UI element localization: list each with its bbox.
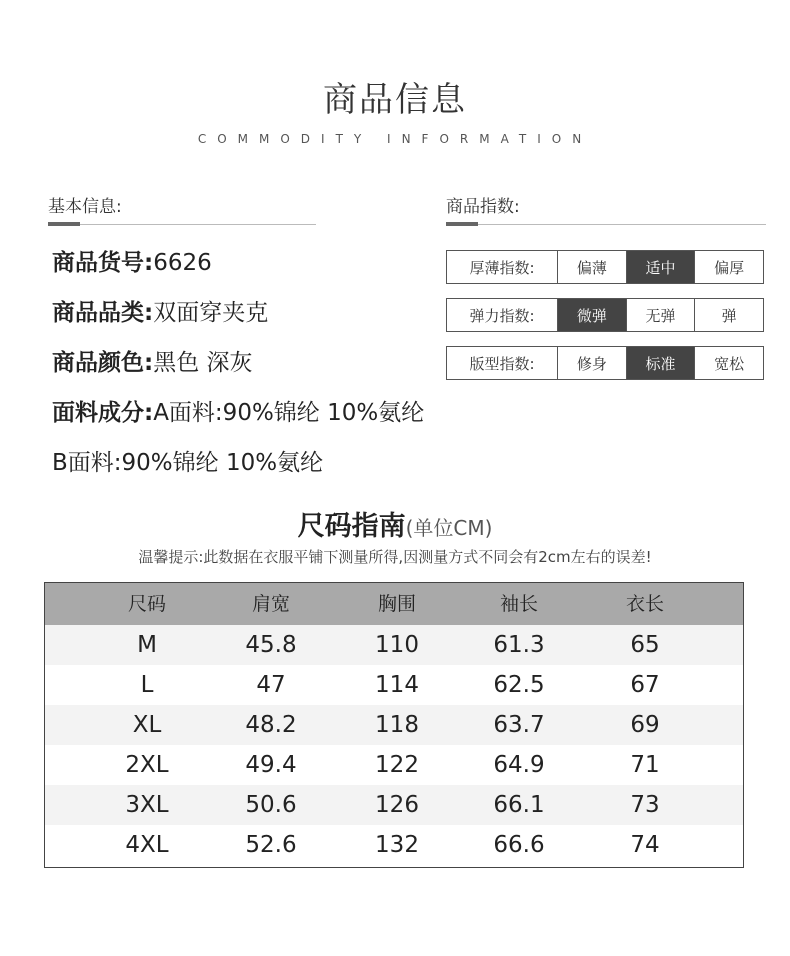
cell-sleeve: 63.7 bbox=[493, 712, 545, 738]
cell-size: 2XL bbox=[125, 752, 169, 778]
cell-sleeve: 61.3 bbox=[493, 632, 545, 658]
cell-chest: 118 bbox=[375, 712, 419, 738]
size-guide-unit: (单位CM) bbox=[405, 516, 493, 540]
cell-sleeve: 64.9 bbox=[493, 752, 545, 778]
table-row bbox=[45, 665, 743, 705]
field-color bbox=[52, 344, 253, 377]
cell-sleeve: 62.5 bbox=[493, 672, 545, 698]
header-length: 衣长 bbox=[625, 593, 664, 615]
index-row-label: 版型指数: bbox=[447, 347, 558, 379]
index-row-label: 弹力指数: bbox=[447, 299, 558, 331]
header-size: 尺码 bbox=[127, 593, 166, 615]
table-row bbox=[45, 625, 743, 665]
cell-chest: 132 bbox=[375, 832, 419, 858]
size-table-header bbox=[45, 583, 743, 625]
field-material bbox=[52, 394, 424, 427]
cell-shoulder: 45.8 bbox=[245, 632, 297, 658]
field-value: B面料:90%锦纶 10%氨纶 bbox=[52, 450, 324, 476]
cell-shoulder: 47 bbox=[256, 672, 286, 698]
index-row-label: 厚薄指数: bbox=[447, 251, 558, 283]
cell-size: 3XL bbox=[125, 792, 169, 818]
size-guide-title bbox=[0, 504, 790, 543]
field-value: 6626 bbox=[153, 250, 212, 276]
field-key: 商品货号: bbox=[52, 250, 154, 276]
basic-info-accent-bar bbox=[48, 222, 80, 226]
index-accent-bar bbox=[446, 222, 478, 226]
cell-size: XL bbox=[132, 712, 162, 738]
cell-sleeve: 66.6 bbox=[493, 832, 545, 858]
size-guide-heading: 尺码指南 bbox=[297, 511, 406, 542]
basic-info-label: 基本信息: bbox=[48, 197, 122, 217]
size-table bbox=[44, 582, 744, 868]
index-option: 修身 bbox=[558, 347, 627, 379]
page-title: 商品信息 bbox=[323, 80, 467, 120]
cell-shoulder: 50.6 bbox=[245, 792, 297, 818]
table-row bbox=[45, 705, 743, 745]
index-row-fit bbox=[446, 346, 764, 380]
cell-chest: 122 bbox=[375, 752, 419, 778]
cell-size: L bbox=[140, 672, 154, 698]
index-row-thickness bbox=[446, 250, 764, 284]
field-category bbox=[52, 294, 268, 327]
index-option: 无弹 bbox=[627, 299, 696, 331]
index-option-selected: 标准 bbox=[627, 347, 696, 379]
cell-chest: 114 bbox=[375, 672, 419, 698]
cell-length: 71 bbox=[630, 752, 660, 778]
page-subtitle: COMMODITY INFORMATION bbox=[197, 132, 593, 146]
cell-shoulder: 49.4 bbox=[245, 752, 297, 778]
field-key: 面料成分: bbox=[52, 400, 154, 426]
index-row-elasticity bbox=[446, 298, 764, 332]
cell-size: M bbox=[137, 632, 157, 658]
index-option: 弹 bbox=[721, 306, 737, 325]
cell-shoulder: 52.6 bbox=[245, 832, 297, 858]
index-divider bbox=[446, 224, 766, 225]
index-option: 偏厚 bbox=[714, 258, 745, 277]
index-option-selected: 适中 bbox=[627, 251, 696, 283]
index-option-selected: 微弹 bbox=[558, 299, 627, 331]
cell-length: 65 bbox=[630, 632, 660, 658]
field-value: 双面穿夹克 bbox=[153, 300, 269, 326]
size-guide-note: 温馨提示:此数据在衣服平铺下测量所得,因测量方式不同会有2cm左右的误差! bbox=[138, 548, 652, 566]
cell-chest: 126 bbox=[375, 792, 419, 818]
table-row bbox=[45, 785, 743, 825]
index-option: 宽松 bbox=[714, 354, 745, 373]
basic-info-divider bbox=[48, 224, 316, 225]
table-row bbox=[45, 825, 743, 865]
field-key: 商品颜色: bbox=[52, 350, 154, 376]
cell-length: 73 bbox=[630, 792, 660, 818]
header-chest: 胸围 bbox=[377, 593, 416, 615]
field-value: A面料:90%锦纶 10%氨纶 bbox=[153, 400, 425, 426]
cell-chest: 110 bbox=[375, 632, 419, 658]
header-shoulder: 肩宽 bbox=[251, 593, 290, 615]
field-key: 商品品类: bbox=[52, 300, 154, 326]
index-label: 商品指数: bbox=[446, 197, 520, 217]
field-item-number bbox=[52, 244, 212, 277]
cell-sleeve: 66.1 bbox=[493, 792, 545, 818]
table-row bbox=[45, 745, 743, 785]
field-value: 黑色 深灰 bbox=[153, 350, 253, 376]
cell-length: 69 bbox=[630, 712, 660, 738]
cell-shoulder: 48.2 bbox=[245, 712, 297, 738]
cell-size: 4XL bbox=[125, 832, 169, 858]
index-option: 偏薄 bbox=[558, 251, 627, 283]
header-sleeve: 袖长 bbox=[499, 593, 538, 615]
cell-length: 67 bbox=[630, 672, 660, 698]
cell-length: 74 bbox=[630, 832, 660, 858]
field-material-b bbox=[52, 444, 323, 477]
